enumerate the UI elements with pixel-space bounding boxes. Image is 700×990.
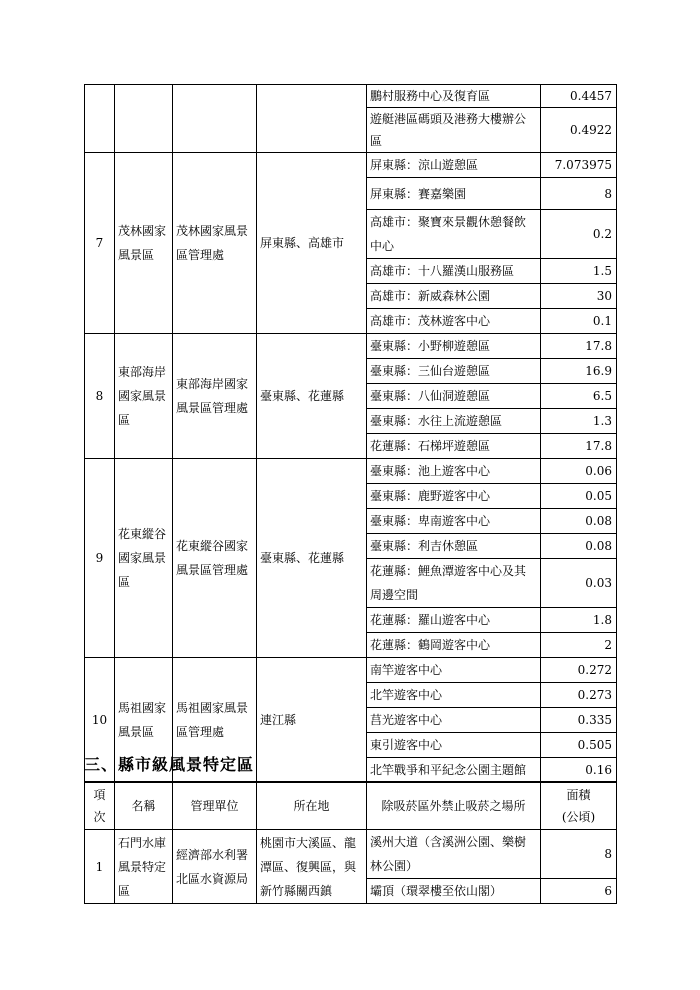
item-number: 7: [85, 153, 115, 334]
place-cell: 臺東縣：池上遊客中心: [367, 459, 541, 484]
place-cell: 遊艇港區碼頭及港務大樓辦公區: [367, 108, 541, 153]
area-cell: 0.1: [541, 309, 617, 334]
place-cell: 花蓮縣：石梯坪遊憩區: [367, 434, 541, 459]
place-cell: 壩頂（環翠樓至依山閣）: [367, 879, 541, 904]
empty-cell: [85, 85, 115, 153]
header-area: 面積 (公頃): [541, 782, 617, 830]
empty-cell: [115, 85, 173, 153]
place-cell: 臺東縣：三仙台遊憩區: [367, 359, 541, 384]
section-heading: 三、縣市級風景特定區: [84, 755, 255, 774]
area-cell: 1.8: [541, 608, 617, 633]
area-cell: 2: [541, 633, 617, 658]
management-agency: 茂林國家風景區管理處: [173, 153, 257, 334]
place-cell: 北竿戰爭和平紀念公園主題館: [367, 758, 541, 783]
location: 桃園市大溪區、龍潭區、復興區，與新竹縣關西鎮: [257, 830, 367, 904]
header-name: 名稱: [115, 782, 173, 830]
place-cell: 溪州大道（含溪洲公園、樂樹林公園）: [367, 830, 541, 879]
place-cell: 花蓮縣：鶴岡遊客中心: [367, 633, 541, 658]
area-cell: 0.4922: [541, 108, 617, 153]
area-name: 馬祖國家風景區: [115, 658, 173, 783]
area-name: 東部海岸國家風景區: [115, 334, 173, 459]
table-row: [85, 830, 617, 879]
item-number: 10: [85, 658, 115, 783]
area-cell: 0.2: [541, 210, 617, 259]
area-cell: 0.06: [541, 459, 617, 484]
place-cell: 臺東縣：鹿野遊客中心: [367, 484, 541, 509]
header-location: 所在地: [257, 782, 367, 830]
area-cell: 6.5: [541, 384, 617, 409]
management-agency: 花東縱谷國家風景區管理處: [173, 459, 257, 658]
area-cell: 0.05: [541, 484, 617, 509]
area-cell: 0.335: [541, 708, 617, 733]
area-name: 花東縱谷國家風景區: [115, 459, 173, 658]
empty-cell: [257, 85, 367, 153]
scenic-area-table: [84, 84, 617, 783]
area-cell: 8: [541, 178, 617, 210]
place-cell: 鵬村服務中心及復育區: [367, 85, 541, 108]
place-cell: 高雄市：十八羅漢山服務區: [367, 259, 541, 284]
item-number: 8: [85, 334, 115, 459]
table-row: [85, 459, 617, 484]
area-cell: 0.273: [541, 683, 617, 708]
place-cell: 花蓮縣：鯉魚潭遊客中心及其周邊空間: [367, 559, 541, 608]
management-agency: 馬祖國家風景區管理處: [173, 658, 257, 783]
area-cell: 0.505: [541, 733, 617, 758]
location: 臺東縣、花蓮縣: [257, 459, 367, 658]
area-cell: 17.8: [541, 434, 617, 459]
place-cell: 北竿遊客中心: [367, 683, 541, 708]
area-name: 茂林國家風景區: [115, 153, 173, 334]
area-cell: 0.08: [541, 534, 617, 559]
place-cell: 臺東縣：卑南遊客中心: [367, 509, 541, 534]
area-cell: 16.9: [541, 359, 617, 384]
place-cell: 高雄市：茂林遊客中心: [367, 309, 541, 334]
header-place: 除吸菸區外禁止吸菸之場所: [367, 782, 541, 830]
place-cell: 高雄市：聚寶來景觀休憩餐飲中心: [367, 210, 541, 259]
item-number: 9: [85, 459, 115, 658]
area-cell: 0.03: [541, 559, 617, 608]
management-agency: 經濟部水利署北區水資源局: [173, 830, 257, 904]
place-cell: 南竿遊客中心: [367, 658, 541, 683]
area-cell: 0.272: [541, 658, 617, 683]
place-cell: 臺東縣：小野柳遊憩區: [367, 334, 541, 359]
area-cell: 30: [541, 284, 617, 309]
area-cell: 6: [541, 879, 617, 904]
management-agency: 東部海岸國家風景區管理處: [173, 334, 257, 459]
location: 連江縣: [257, 658, 367, 783]
table-row: [85, 153, 617, 178]
place-cell: 屏東縣：賽嘉樂園: [367, 178, 541, 210]
place-cell: 花蓮縣：羅山遊客中心: [367, 608, 541, 633]
place-cell: 莒光遊客中心: [367, 708, 541, 733]
location: 臺東縣、花蓮縣: [257, 334, 367, 459]
place-cell: 臺東縣：水往上流遊憩區: [367, 409, 541, 434]
area-cell: 1.5: [541, 259, 617, 284]
area-cell: 1.3: [541, 409, 617, 434]
area-name: 石門水庫風景特定區: [115, 830, 173, 904]
place-cell: 臺東縣：利吉休憩區: [367, 534, 541, 559]
header-no: 項次: [85, 782, 115, 830]
place-cell: 臺東縣：八仙洞遊憩區: [367, 384, 541, 409]
area-cell: 0.16: [541, 758, 617, 783]
area-cell: 8: [541, 830, 617, 879]
area-cell: 7.073975: [541, 153, 617, 178]
place-cell: 東引遊客中心: [367, 733, 541, 758]
empty-cell: [173, 85, 257, 153]
county-scenic-table: [84, 781, 617, 904]
area-cell: 17.8: [541, 334, 617, 359]
area-cell: 0.4457: [541, 85, 617, 108]
item-number: 1: [85, 830, 115, 904]
table-row: [85, 334, 617, 359]
table-row: [85, 658, 617, 683]
header-agency: 管理單位: [173, 782, 257, 830]
location: 屏東縣、高雄市: [257, 153, 367, 334]
place-cell: 高雄市：新威森林公園: [367, 284, 541, 309]
place-cell: 屏東縣：涼山遊憩區: [367, 153, 541, 178]
area-cell: 0.08: [541, 509, 617, 534]
table-row: [85, 85, 617, 108]
